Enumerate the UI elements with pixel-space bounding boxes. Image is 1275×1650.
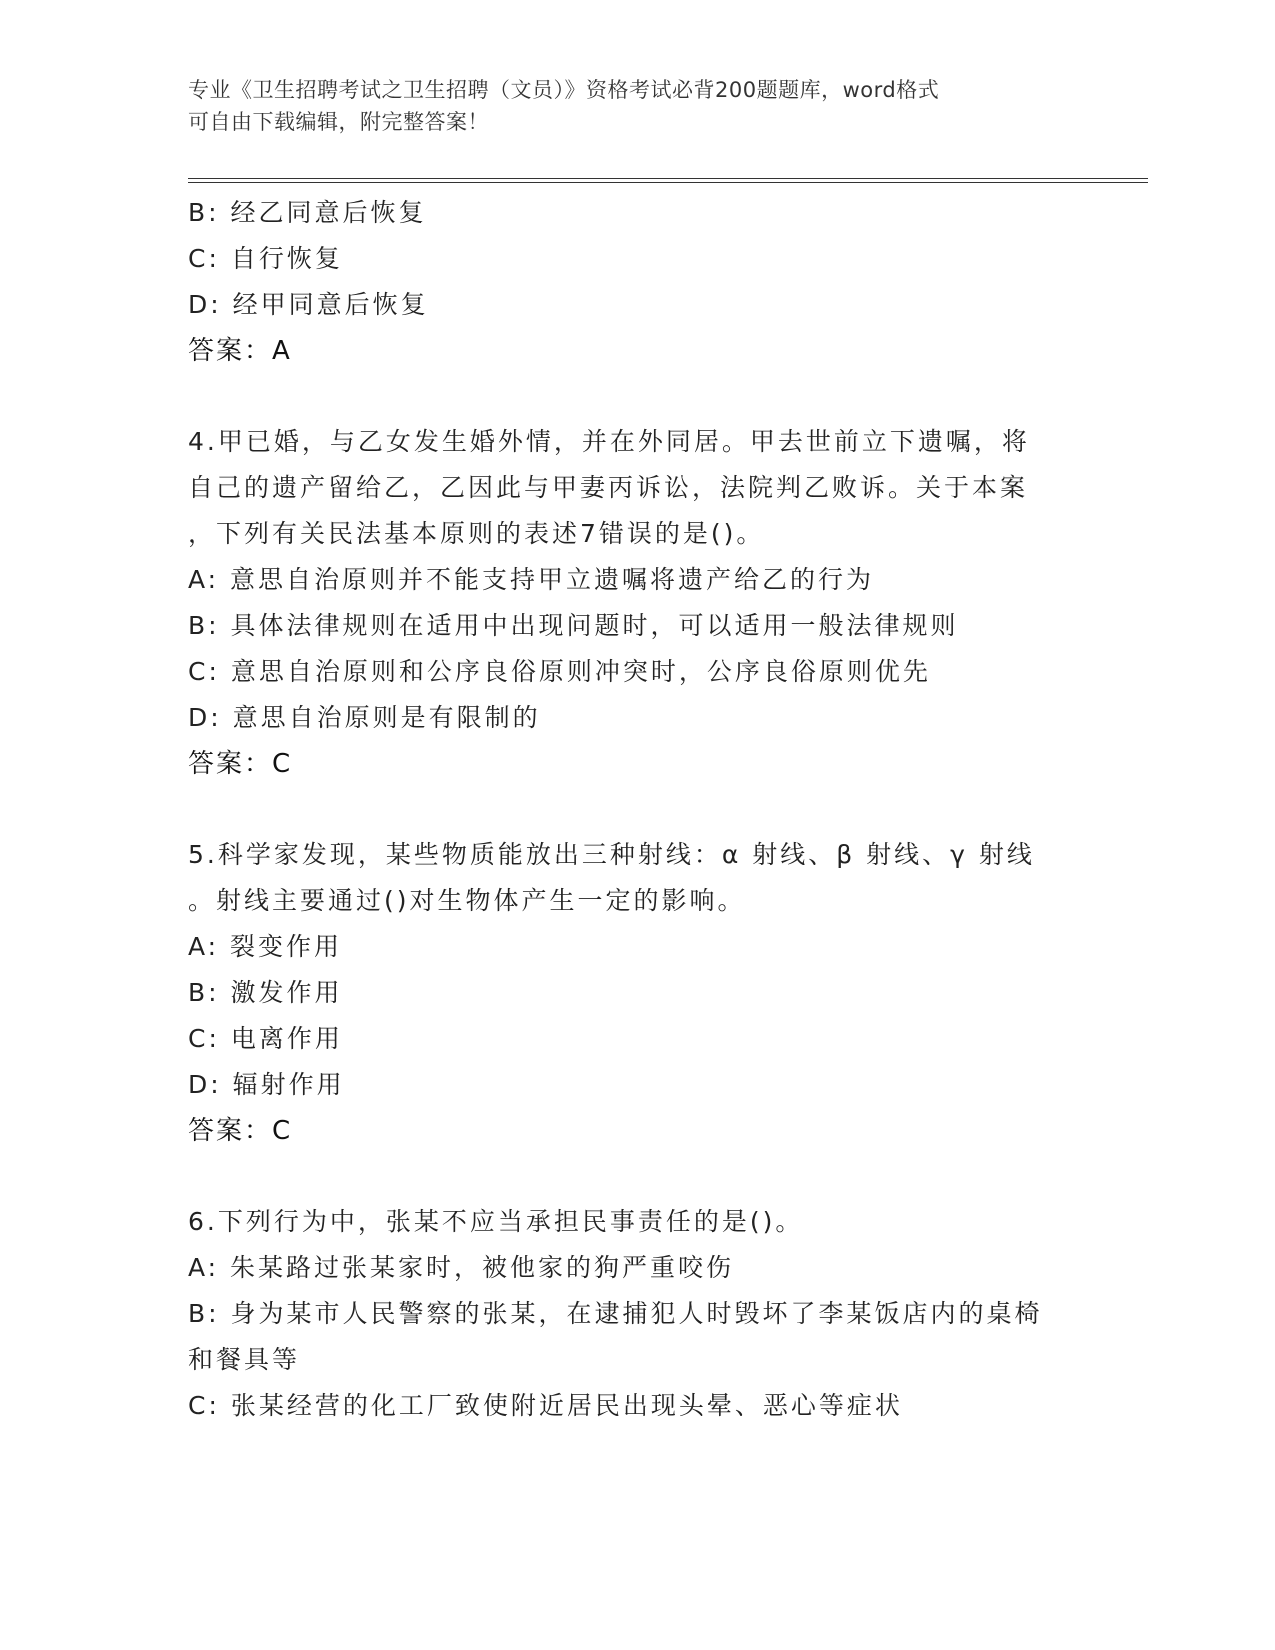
answer-line: 答案：A xyxy=(188,336,292,366)
option-a: A: 裂变作用 xyxy=(188,932,343,961)
option-b: B: 具体法律规则在适用中出现问题时，可以适用一般法律规则 xyxy=(188,611,959,640)
header-divider xyxy=(188,178,1148,183)
question-stem-line: 自己的遗产留给乙，乙因此与甲妻丙诉讼，法院判乙败诉。关于本案 xyxy=(188,473,1029,502)
question-stem-line: 4.甲已婚，与乙女发生婚外情，并在外同居。甲去世前立下遗嘱，将 xyxy=(188,427,1030,456)
option-b-continued: 和餐具等 xyxy=(188,1345,301,1374)
question-4 xyxy=(188,419,1088,787)
question-stem-line: ，下列有关民法基本原则的表述7错误的是()。 xyxy=(188,519,765,548)
option-a: A: 朱某路过张某家时，被他家的狗严重咬伤 xyxy=(188,1253,735,1282)
question-3-tail xyxy=(188,190,1088,374)
option-d: D: 辐射作用 xyxy=(188,1070,345,1099)
option-b: B: 激发作用 xyxy=(188,978,343,1007)
question-6 xyxy=(188,1199,1088,1429)
option-c: C: 张某经营的化工厂致使附近居民出现头晕、恶心等症状 xyxy=(188,1391,903,1420)
page-header xyxy=(188,74,1088,138)
question-list xyxy=(188,190,1088,1429)
option-c: C: 电离作用 xyxy=(188,1024,343,1053)
question-stem-line: 5.科学家发现，某些物质能放出三种射线：α 射线、β 射线、γ 射线 xyxy=(188,840,1035,869)
option-d: D: 意思自治原则是有限制的 xyxy=(188,703,541,732)
option-b: B: 经乙同意后恢复 xyxy=(188,198,427,227)
header-title-line-1: 专业《卫生招聘考试之卫生招聘（文员）》资格考试必背200题题库，word格式 xyxy=(188,78,940,102)
option-b: B: 身为某市人民警察的张某，在逮捕犯人时毁坏了李某饭店内的桌椅 xyxy=(188,1299,1043,1328)
option-c: C: 意思自治原则和公序良俗原则冲突时，公序良俗原则优先 xyxy=(188,657,931,686)
option-d: D: 经甲同意后恢复 xyxy=(188,290,429,319)
header-title-line-2: 可自由下载编辑，附完整答案！ xyxy=(188,110,489,134)
option-c: C: 自行恢复 xyxy=(188,244,343,273)
answer-line: 答案：C xyxy=(188,749,293,779)
answer-line: 答案：C xyxy=(188,1116,293,1146)
question-stem-line: 6.下列行为中，张某不应当承担民事责任的是()。 xyxy=(188,1207,804,1236)
option-a: A: 意思自治原则并不能支持甲立遗嘱将遗产给乙的行为 xyxy=(188,565,875,594)
question-stem-line: 。射线主要通过()对生物体产生一定的影响。 xyxy=(188,886,746,915)
question-5 xyxy=(188,832,1088,1154)
